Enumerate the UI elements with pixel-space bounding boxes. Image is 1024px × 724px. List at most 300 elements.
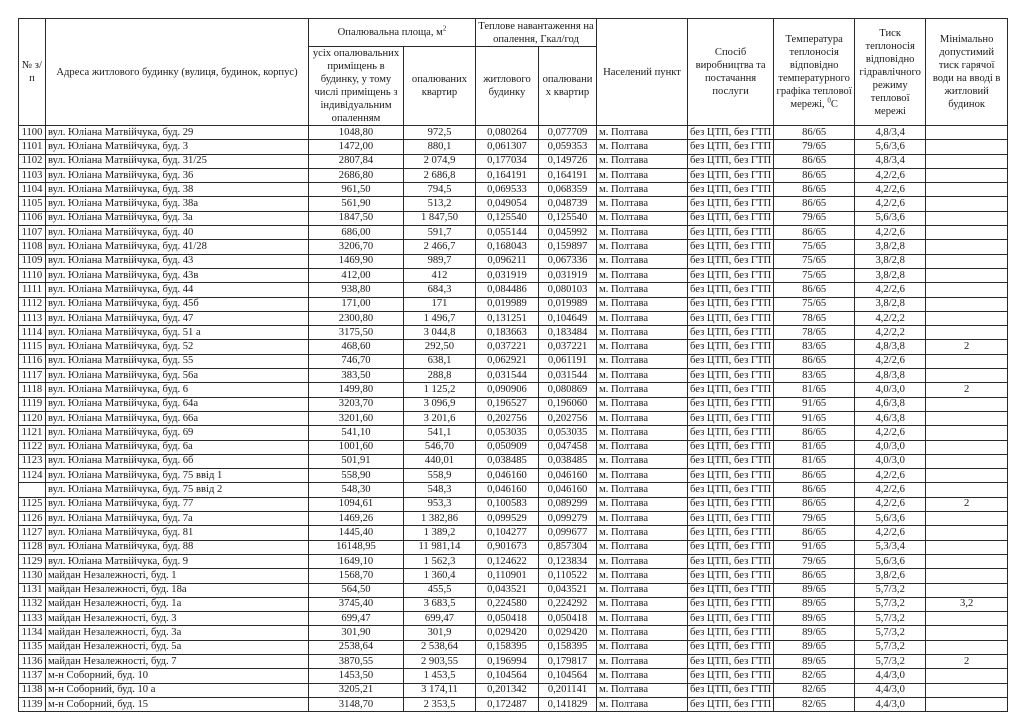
row-pressure: 5,6/3,6 [855,512,926,526]
row-area-all: 1499,80 [309,383,404,397]
row-min-pressure [926,397,1008,411]
row-settlement: м. Полтава [597,197,688,211]
row-address: вул. Юліана Матвійчука, буд. 81 [46,526,309,540]
row-load-house: 0,019989 [476,297,539,311]
row-area-all: 1453,50 [309,669,404,683]
row-address: вул. Юліана Матвійчука, буд. 36 [46,168,309,182]
row-supply-method: без ЦТП, без ГТП [688,326,774,340]
row-temperature: 83/65 [774,369,855,383]
row-load-flats: 0,164191 [539,168,597,182]
row-supply-method: без ЦТП, без ГТП [688,411,774,425]
table-row [19,497,1008,511]
row-temperature: 79/65 [774,140,855,154]
row-area-all: 501,91 [309,454,404,468]
row-min-pressure [926,440,1008,454]
row-load-flats: 0,068359 [539,183,597,197]
row-min-pressure [926,469,1008,483]
header-temperature-sup: 0 [827,96,831,105]
row-temperature: 75/65 [774,254,855,268]
row-settlement: м. Полтава [597,369,688,383]
row-load-house: 0,177034 [476,154,539,168]
table-row [19,640,1008,654]
row-pressure: 4,6/3,8 [855,411,926,425]
table-row [19,326,1008,340]
row-supply-method: без ЦТП, без ГТП [688,240,774,254]
row-address: вул. Юліана Матвійчука, буд. 75 ввід 1 [46,469,309,483]
row-number: 1108 [19,240,46,254]
row-address: вул. Юліана Матвійчука, буд. 52 [46,340,309,354]
row-pressure: 4,0/3,0 [855,440,926,454]
row-number: 1121 [19,426,46,440]
row-address: вул. Юліана Матвійчука, буд. 3а [46,211,309,225]
row-min-pressure [926,540,1008,554]
row-address: вул. Юліана Матвійчука, буд. 56а [46,369,309,383]
row-pressure: 5,3/3,4 [855,540,926,554]
row-temperature: 82/65 [774,697,855,711]
row-area-all: 746,70 [309,354,404,368]
table-row [19,168,1008,182]
row-load-house: 0,090906 [476,383,539,397]
row-settlement: м. Полтава [597,168,688,182]
row-supply-method: без ЦТП, без ГТП [688,140,774,154]
row-area-flats: 972,5 [404,126,476,140]
row-area-all: 1469,90 [309,254,404,268]
row-load-flats: 0,183484 [539,326,597,340]
row-supply-method: без ЦТП, без ГТП [688,283,774,297]
row-min-pressure: 2 [926,340,1008,354]
row-load-flats: 0,046160 [539,469,597,483]
row-supply-method: без ЦТП, без ГТП [688,126,774,140]
row-load-flats: 0,125540 [539,211,597,225]
row-number: 1134 [19,626,46,640]
row-settlement: м. Полтава [597,140,688,154]
table-row [19,226,1008,240]
row-load-flats: 0,038485 [539,454,597,468]
row-number: 1123 [19,454,46,468]
row-load-house: 0,061307 [476,140,539,154]
table-row [19,283,1008,297]
row-area-flats: 2 686,8 [404,168,476,182]
row-number: 1110 [19,268,46,282]
row-min-pressure [926,526,1008,540]
row-load-house: 0,124622 [476,554,539,568]
row-load-flats: 0,224292 [539,597,597,611]
row-area-all: 1094,61 [309,497,404,511]
row-address: вул. Юліана Матвійчука, буд. 66а [46,411,309,425]
table-row [19,569,1008,583]
row-temperature: 82/65 [774,669,855,683]
row-number: 1113 [19,311,46,325]
row-load-flats: 0,061191 [539,354,597,368]
row-area-flats: 3 174,11 [404,683,476,697]
row-pressure: 4,2/2,2 [855,326,926,340]
row-area-flats: 699,47 [404,612,476,626]
header-area-flats: опалюваних квартир [404,47,476,126]
row-load-house: 0,038485 [476,454,539,468]
header-heated-area-sup: 2 [442,24,447,33]
row-load-house: 0,043521 [476,583,539,597]
row-settlement: м. Полтава [597,326,688,340]
row-load-flats: 0,048739 [539,197,597,211]
row-area-all: 938,80 [309,283,404,297]
row-number: 1100 [19,126,46,140]
table-row [19,354,1008,368]
row-supply-method: без ЦТП, без ГТП [688,483,774,497]
row-min-pressure [926,154,1008,168]
header-settlement: Населений пункт [597,19,688,126]
row-address: вул. Юліана Матвійчука, буд. 38а [46,197,309,211]
row-min-pressure [926,669,1008,683]
row-area-flats: 2 538,64 [404,640,476,654]
row-temperature: 86/65 [774,126,855,140]
table-row [19,197,1008,211]
table-row [19,240,1008,254]
row-address: вул. Юліана Матвійчука, буд. 88 [46,540,309,554]
row-load-flats: 0,196060 [539,397,597,411]
row-pressure: 3,8/2,6 [855,569,926,583]
table-header [19,19,1008,126]
row-supply-method: без ЦТП, без ГТП [688,183,774,197]
table-body [19,126,1008,712]
row-address: вул. Юліана Матвійчука, буд. 75 ввід 2 [46,483,309,497]
row-area-all: 3870,55 [309,654,404,668]
row-address: м-н Соборний, буд. 10 [46,669,309,683]
row-settlement: м. Полтава [597,183,688,197]
row-temperature: 81/65 [774,383,855,397]
row-load-flats: 0,077709 [539,126,597,140]
row-load-house: 0,131251 [476,311,539,325]
row-settlement: м. Полтава [597,497,688,511]
heating-data-table [18,18,1008,712]
row-number: 1119 [19,397,46,411]
row-load-flats: 0,110522 [539,569,597,583]
row-load-flats: 0,059353 [539,140,597,154]
row-pressure: 5,6/3,6 [855,554,926,568]
row-supply-method: без ЦТП, без ГТП [688,454,774,468]
row-number: 1115 [19,340,46,354]
row-min-pressure: 2 [926,383,1008,397]
table-row [19,211,1008,225]
row-number: 1105 [19,197,46,211]
row-min-pressure [926,411,1008,425]
row-temperature: 86/65 [774,168,855,182]
row-pressure: 4,2/2,6 [855,497,926,511]
row-pressure: 4,2/2,6 [855,183,926,197]
row-load-house: 0,084486 [476,283,539,297]
row-supply-method: без ЦТП, без ГТП [688,154,774,168]
row-load-house: 0,096211 [476,254,539,268]
row-supply-method: без ЦТП, без ГТП [688,254,774,268]
row-min-pressure [926,426,1008,440]
row-load-flats: 0,104564 [539,669,597,683]
row-load-house: 0,104564 [476,669,539,683]
row-load-flats: 0,031544 [539,369,597,383]
row-temperature: 89/65 [774,626,855,640]
header-heated-area [309,19,476,47]
row-load-house: 0,031544 [476,369,539,383]
row-address: вул. Юліана Матвійчука, буд. 38 [46,183,309,197]
row-area-flats: 1 389,2 [404,526,476,540]
row-pressure: 4,2/2,6 [855,426,926,440]
row-supply-method: без ЦТП, без ГТП [688,397,774,411]
row-temperature: 78/65 [774,311,855,325]
row-address: майдан Незалежності, буд. 7 [46,654,309,668]
row-supply-method: без ЦТП, без ГТП [688,640,774,654]
row-area-all: 2300,80 [309,311,404,325]
row-min-pressure [926,640,1008,654]
row-load-house: 0,196527 [476,397,539,411]
row-pressure: 4,0/3,0 [855,383,926,397]
table-row [19,683,1008,697]
header-load-house: житлового будинку [476,47,539,126]
row-number: 1117 [19,369,46,383]
row-number: 1137 [19,669,46,683]
row-temperature: 75/65 [774,268,855,282]
row-load-house: 0,125540 [476,211,539,225]
row-supply-method: без ЦТП, без ГТП [688,612,774,626]
row-area-flats: 513,2 [404,197,476,211]
row-settlement: м. Полтава [597,454,688,468]
row-address: вул. Юліана Матвійчука, буд. 77 [46,497,309,511]
row-number: 1132 [19,597,46,611]
row-temperature: 89/65 [774,597,855,611]
row-temperature: 86/65 [774,154,855,168]
row-settlement: м. Полтава [597,583,688,597]
row-supply-method: без ЦТП, без ГТП [688,569,774,583]
row-load-house: 0,050909 [476,440,539,454]
row-load-house: 0,050418 [476,612,539,626]
row-number [19,483,46,497]
row-number: 1124 [19,469,46,483]
row-number: 1104 [19,183,46,197]
row-address: вул. Юліана Матвійчука, буд. 6а [46,440,309,454]
row-address: вул. Юліана Матвійчука, буд. 64а [46,397,309,411]
row-settlement: м. Полтава [597,512,688,526]
row-number: 1135 [19,640,46,654]
row-area-flats: 288,8 [404,369,476,383]
row-temperature: 89/65 [774,654,855,668]
header-temperature [774,19,855,126]
row-settlement: м. Полтава [597,526,688,540]
row-load-flats: 0,067336 [539,254,597,268]
row-supply-method: без ЦТП, без ГТП [688,597,774,611]
row-temperature: 91/65 [774,411,855,425]
row-min-pressure [926,268,1008,282]
row-supply-method: без ЦТП, без ГТП [688,297,774,311]
header-temperature-label: Температура теплоносія відповідно температурного графіка теплової мережі, [776,34,852,110]
row-pressure: 4,4/3,0 [855,683,926,697]
row-area-all: 1001,60 [309,440,404,454]
row-area-flats: 3 683,5 [404,597,476,611]
table-row [19,669,1008,683]
row-area-all: 412,00 [309,268,404,282]
row-number: 1136 [19,654,46,668]
row-number: 1120 [19,411,46,425]
row-load-flats: 0,089299 [539,497,597,511]
row-min-pressure [926,354,1008,368]
row-address: майдан Незалежності, буд. 5а [46,640,309,654]
row-area-flats: 638,1 [404,354,476,368]
row-load-flats: 0,141829 [539,697,597,711]
row-number: 1111 [19,283,46,297]
row-area-all: 2807,84 [309,154,404,168]
row-settlement: м. Полтава [597,297,688,311]
row-number: 1102 [19,154,46,168]
row-address: м-н Соборний, буд. 10 а [46,683,309,697]
table-row [19,183,1008,197]
row-settlement: м. Полтава [597,397,688,411]
row-area-all: 16148,95 [309,540,404,554]
row-number: 1128 [19,540,46,554]
row-pressure: 5,7/3,2 [855,640,926,654]
row-supply-method: без ЦТП, без ГТП [688,626,774,640]
table-row [19,426,1008,440]
row-load-flats: 0,123834 [539,554,597,568]
row-area-flats: 989,7 [404,254,476,268]
row-area-flats: 2 074,9 [404,154,476,168]
row-min-pressure [926,126,1008,140]
row-area-flats: 301,9 [404,626,476,640]
row-min-pressure [926,683,1008,697]
row-area-all: 3203,70 [309,397,404,411]
table-row [19,469,1008,483]
row-pressure: 3,8/2,8 [855,240,926,254]
row-load-house: 0,049054 [476,197,539,211]
row-temperature: 81/65 [774,440,855,454]
row-pressure: 4,2/2,6 [855,483,926,497]
row-load-flats: 0,029420 [539,626,597,640]
row-area-all: 468,60 [309,340,404,354]
row-settlement: м. Полтава [597,669,688,683]
row-load-house: 0,224580 [476,597,539,611]
row-supply-method: без ЦТП, без ГТП [688,440,774,454]
table-row [19,697,1008,711]
table-row [19,554,1008,568]
row-temperature: 86/65 [774,226,855,240]
row-area-all: 3206,70 [309,240,404,254]
row-supply-method: без ЦТП, без ГТП [688,311,774,325]
table-row [19,411,1008,425]
row-min-pressure [926,283,1008,297]
row-supply-method: без ЦТП, без ГТП [688,340,774,354]
row-min-pressure [926,512,1008,526]
row-min-pressure [926,311,1008,325]
row-number: 1112 [19,297,46,311]
row-temperature: 86/65 [774,526,855,540]
row-area-flats: 455,5 [404,583,476,597]
row-load-house: 0,104277 [476,526,539,540]
row-area-flats: 440,01 [404,454,476,468]
row-load-house: 0,062921 [476,354,539,368]
row-load-flats: 0,179817 [539,654,597,668]
row-area-all: 1469,26 [309,512,404,526]
row-number: 1126 [19,512,46,526]
row-temperature: 78/65 [774,326,855,340]
row-load-house: 0,046160 [476,483,539,497]
row-number: 1118 [19,383,46,397]
row-number: 1130 [19,569,46,583]
row-supply-method: без ЦТП, без ГТП [688,583,774,597]
row-settlement: м. Полтава [597,569,688,583]
row-min-pressure [926,240,1008,254]
table-row [19,654,1008,668]
row-load-house: 0,100583 [476,497,539,511]
row-pressure: 5,7/3,2 [855,597,926,611]
row-load-flats: 0,158395 [539,640,597,654]
row-pressure: 3,8/2,8 [855,268,926,282]
table-row [19,383,1008,397]
row-load-flats: 0,149726 [539,154,597,168]
row-load-house: 0,055144 [476,226,539,240]
row-load-house: 0,202756 [476,411,539,425]
row-settlement: м. Полтава [597,154,688,168]
row-area-flats: 1 360,4 [404,569,476,583]
row-load-house: 0,110901 [476,569,539,583]
table-row [19,140,1008,154]
table-row [19,340,1008,354]
row-address: майдан Незалежності, буд. 18а [46,583,309,597]
row-settlement: м. Полтава [597,283,688,297]
row-address: вул. Юліана Матвійчука, буд. 69 [46,426,309,440]
table-row [19,512,1008,526]
row-pressure: 5,6/3,6 [855,211,926,225]
row-supply-method: без ЦТП, без ГТП [688,168,774,182]
row-area-flats: 1 453,5 [404,669,476,683]
row-temperature: 86/65 [774,469,855,483]
row-address: майдан Незалежності, буд. 1а [46,597,309,611]
header-area-all: усіх опалювальних приміщень в будинку, у тому числі приміщень з індивідуальним опаленням [309,47,404,126]
row-number: 1106 [19,211,46,225]
row-temperature: 86/65 [774,426,855,440]
row-settlement: м. Полтава [597,554,688,568]
row-temperature: 75/65 [774,240,855,254]
row-settlement: м. Полтава [597,469,688,483]
row-area-flats: 1 847,50 [404,211,476,225]
row-settlement: м. Полтава [597,411,688,425]
row-pressure: 4,2/2,6 [855,283,926,297]
row-area-flats: 2 353,5 [404,697,476,711]
row-area-all: 1048,80 [309,126,404,140]
row-number: 1114 [19,326,46,340]
row-area-flats: 684,3 [404,283,476,297]
header-number: № з/п [19,19,46,126]
row-area-flats: 880,1 [404,140,476,154]
row-load-flats: 0,047458 [539,440,597,454]
row-pressure: 3,8/2,8 [855,254,926,268]
row-area-all: 3745,40 [309,597,404,611]
row-supply-method: без ЦТП, без ГТП [688,683,774,697]
row-pressure: 4,8/3,4 [855,126,926,140]
row-address: вул. Юліана Матвійчука, буд. 6б [46,454,309,468]
row-area-all: 3205,21 [309,683,404,697]
table-row [19,297,1008,311]
row-load-house: 0,196994 [476,654,539,668]
row-load-house: 0,080264 [476,126,539,140]
row-number: 1116 [19,354,46,368]
row-settlement: м. Полтава [597,597,688,611]
row-load-flats: 0,080103 [539,283,597,297]
row-number: 1103 [19,168,46,182]
row-load-house: 0,029420 [476,626,539,640]
row-settlement: м. Полтава [597,383,688,397]
row-load-house: 0,901673 [476,540,539,554]
row-supply-method: без ЦТП, без ГТП [688,540,774,554]
row-number: 1122 [19,440,46,454]
row-load-flats: 0,104649 [539,311,597,325]
row-supply-method: без ЦТП, без ГТП [688,226,774,240]
row-settlement: м. Полтава [597,697,688,711]
row-area-all: 2538,64 [309,640,404,654]
